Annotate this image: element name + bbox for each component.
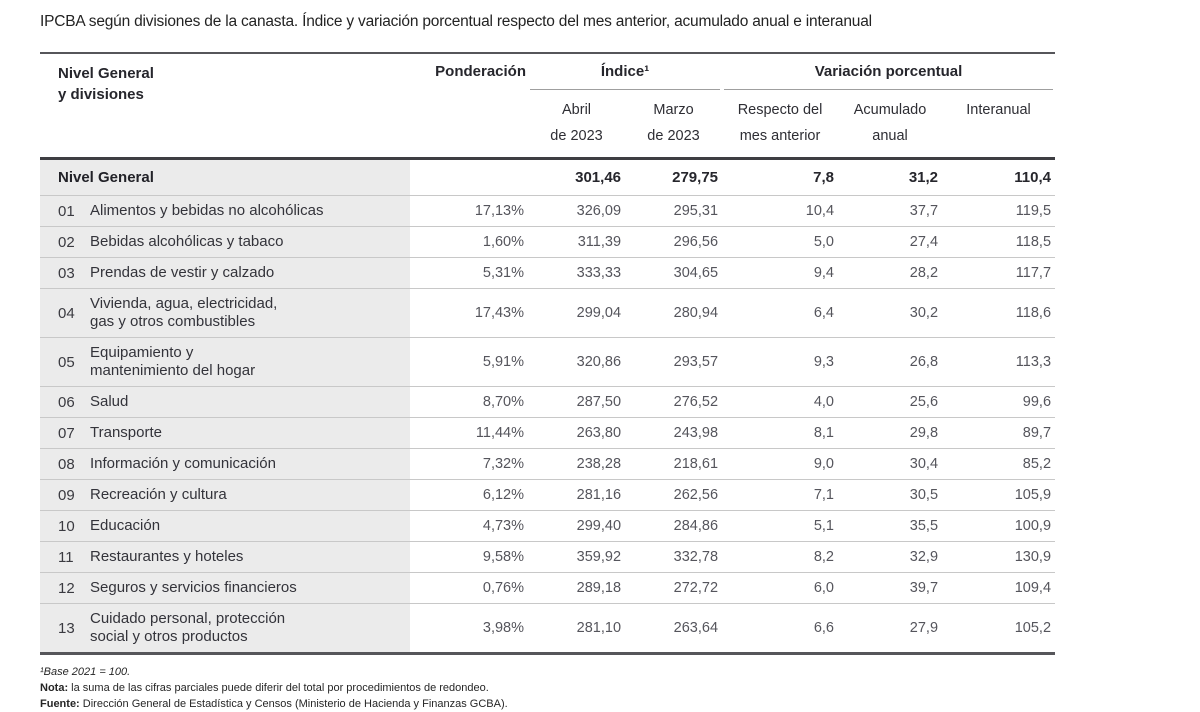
page-title: IPCBA según divisiones de la canasta. Índice y variación porcentual respecto del mes anterior, acumulado anual e interanual [40, 13, 872, 30]
cell-var-acumulado: 30,4 [838, 449, 942, 480]
total-var-interanual: 110,4 [1014, 169, 1052, 186]
cell-ponderacion: 8,70% [410, 387, 528, 418]
cell-indice-marzo: 218,61 [625, 449, 722, 480]
cell-var-acumulado: 29,8 [838, 418, 942, 449]
table-row [40, 480, 1055, 511]
cell-indice-abril: 320,86 [528, 338, 625, 387]
division-code: 10 [40, 511, 90, 542]
table-body [40, 159, 1055, 654]
cell-ponderacion: 9,58% [410, 542, 528, 573]
cell-var-interanual: 105,9 [942, 480, 1055, 511]
cell-var-interanual: 109,4 [942, 573, 1055, 604]
cell-indice-marzo: 243,98 [625, 418, 722, 449]
cell-var-mes-anterior: 8,2 [722, 542, 838, 573]
cell-indice-marzo: 304,65 [625, 258, 722, 289]
header-divisions: Nivel General y divisiones [58, 65, 154, 103]
total-ponderacion [410, 159, 528, 196]
division-code: 04 [40, 289, 90, 338]
cell-var-interanual: 105,2 [942, 604, 1055, 654]
division-name: Transporte [90, 418, 410, 449]
division-name: Salud [90, 387, 410, 418]
division-name: Seguros y servicios financieros [90, 573, 410, 604]
cell-indice-abril: 333,33 [528, 258, 625, 289]
cell-var-interanual: 119,5 [942, 196, 1055, 227]
header-ponderacion: Ponderación [435, 63, 527, 80]
cell-ponderacion: 5,31% [410, 258, 528, 289]
cell-var-mes-anterior: 4,0 [722, 387, 838, 418]
division-name: Información y comunicación [90, 449, 410, 480]
cell-ponderacion: 11,44% [410, 418, 528, 449]
cell-var-acumulado: 26,8 [838, 338, 942, 387]
table-row [40, 573, 1055, 604]
cell-indice-marzo: 332,78 [625, 542, 722, 573]
header-group-indice [528, 53, 722, 90]
division-code: 13 [40, 604, 90, 654]
division-code: 08 [40, 449, 90, 480]
cell-indice-abril: 311,39 [528, 227, 625, 258]
total-var-mes-anterior: 7,8 [813, 169, 835, 186]
division-code: 01 [40, 196, 90, 227]
cell-var-interanual: 118,5 [942, 227, 1055, 258]
total-row-label: Nivel General [40, 159, 410, 196]
division-name: Equipamiento y mantenimiento del hogar [90, 338, 410, 387]
table-row [40, 227, 1055, 258]
cell-ponderacion: 17,13% [410, 196, 528, 227]
footnote-fuente [40, 696, 1055, 712]
division-name: Recreación y cultura [90, 480, 410, 511]
cell-ponderacion: 7,32% [410, 449, 528, 480]
cell-var-mes-anterior: 5,0 [722, 227, 838, 258]
cell-indice-marzo: 276,52 [625, 387, 722, 418]
cell-indice-abril: 238,28 [528, 449, 625, 480]
division-code: 11 [40, 542, 90, 573]
table-row [40, 511, 1055, 542]
cell-ponderacion: 5,91% [410, 338, 528, 387]
cell-var-interanual: 89,7 [942, 418, 1055, 449]
header-abril-2023: Abril de 2023 [550, 102, 603, 144]
cell-indice-marzo: 272,72 [625, 573, 722, 604]
cell-var-interanual: 85,2 [942, 449, 1055, 480]
cell-indice-marzo: 263,64 [625, 604, 722, 654]
cell-var-acumulado: 27,9 [838, 604, 942, 654]
footnote-nota-text: la suma de las cifras parciales puede diferir del total por procedimientos de redondeo. [68, 682, 489, 694]
footnote-fuente-label: Fuente: [40, 698, 80, 710]
cell-var-interanual: 99,6 [942, 387, 1055, 418]
cell-var-interanual: 117,7 [942, 258, 1055, 289]
footnote-base: ¹Base 2021 = 100. [40, 666, 131, 678]
cell-var-acumulado: 35,5 [838, 511, 942, 542]
division-code: 09 [40, 480, 90, 511]
total-var-acumulado: 31,2 [908, 169, 939, 186]
division-name: Vivienda, agua, electricidad, gas y otros combustibles [90, 289, 410, 338]
cell-indice-marzo: 296,56 [625, 227, 722, 258]
header-acumulado-anual: Acumulado anual [853, 102, 927, 144]
division-name: Bebidas alcohólicas y tabaco [90, 227, 410, 258]
header-interanual: Interanual [966, 102, 1031, 118]
division-name: Restaurantes y hoteles [90, 542, 410, 573]
cell-ponderacion: 4,73% [410, 511, 528, 542]
cell-ponderacion: 3,98% [410, 604, 528, 654]
header-marzo-2023: Marzo de 2023 [647, 102, 700, 144]
cell-var-mes-anterior: 9,4 [722, 258, 838, 289]
cell-indice-marzo: 284,86 [625, 511, 722, 542]
ipcba-table [40, 52, 1055, 655]
cell-indice-abril: 263,80 [528, 418, 625, 449]
table-row [40, 449, 1055, 480]
cell-indice-abril: 287,50 [528, 387, 625, 418]
table-row [40, 289, 1055, 338]
table-row [40, 387, 1055, 418]
table-row [40, 604, 1055, 654]
table-row [40, 258, 1055, 289]
cell-indice-marzo: 280,94 [625, 289, 722, 338]
cell-var-mes-anterior: 6,0 [722, 573, 838, 604]
cell-var-interanual: 130,9 [942, 542, 1055, 573]
header-group-row [40, 53, 1055, 90]
cell-indice-abril: 281,10 [528, 604, 625, 654]
footnotes [40, 664, 1055, 712]
header-respecto-mes-anterior: Respecto del mes anterior [737, 102, 823, 144]
cell-var-acumulado: 32,9 [838, 542, 942, 573]
cell-var-acumulado: 37,7 [838, 196, 942, 227]
cell-var-acumulado: 30,2 [838, 289, 942, 338]
cell-var-mes-anterior: 6,6 [722, 604, 838, 654]
footnote-nota [40, 680, 1055, 696]
cell-var-acumulado: 27,4 [838, 227, 942, 258]
cell-var-interanual: 100,9 [942, 511, 1055, 542]
cell-var-acumulado: 28,2 [838, 258, 942, 289]
header-group-variacion [722, 53, 1055, 90]
cell-ponderacion: 17,43% [410, 289, 528, 338]
cell-indice-marzo: 262,56 [625, 480, 722, 511]
cell-var-mes-anterior: 9,3 [722, 338, 838, 387]
footnote-nota-label: Nota: [40, 682, 69, 694]
footnote-fuente-text: Dirección General de Estadística y Censos (Ministerio de Hacienda y Finanzas GCBA). [79, 698, 508, 710]
table-row [40, 542, 1055, 573]
table-header [40, 53, 1055, 159]
total-indice-abril: 301,46 [575, 169, 622, 186]
cell-indice-abril: 326,09 [528, 196, 625, 227]
cell-var-acumulado: 30,5 [838, 480, 942, 511]
division-name: Educación [90, 511, 410, 542]
division-name: Prendas de vestir y calzado [90, 258, 410, 289]
division-code: 05 [40, 338, 90, 387]
division-name: Alimentos y bebidas no alcohólicas [90, 196, 410, 227]
table-row [40, 338, 1055, 387]
cell-var-mes-anterior: 10,4 [722, 196, 838, 227]
cell-ponderacion: 1,60% [410, 227, 528, 258]
total-row [40, 159, 1055, 196]
cell-var-mes-anterior: 6,4 [722, 289, 838, 338]
cell-indice-marzo: 293,57 [625, 338, 722, 387]
cell-indice-abril: 299,40 [528, 511, 625, 542]
cell-indice-abril: 359,92 [528, 542, 625, 573]
division-code: 07 [40, 418, 90, 449]
table-row [40, 418, 1055, 449]
cell-var-mes-anterior: 7,1 [722, 480, 838, 511]
cell-ponderacion: 0,76% [410, 573, 528, 604]
cell-indice-marzo: 295,31 [625, 196, 722, 227]
division-code: 02 [40, 227, 90, 258]
cell-indice-abril: 289,18 [528, 573, 625, 604]
cell-var-mes-anterior: 5,1 [722, 511, 838, 542]
cell-var-interanual: 118,6 [942, 289, 1055, 338]
cell-indice-abril: 281,16 [528, 480, 625, 511]
total-indice-marzo: 279,75 [672, 169, 719, 186]
header-variacion-label: Variación porcentual [724, 61, 1053, 90]
division-code: 06 [40, 387, 90, 418]
header-indice-label: Índice¹ [530, 61, 720, 90]
cell-var-acumulado: 25,6 [838, 387, 942, 418]
table-row [40, 196, 1055, 227]
cell-indice-abril: 299,04 [528, 289, 625, 338]
cell-ponderacion: 6,12% [410, 480, 528, 511]
division-code: 03 [40, 258, 90, 289]
cell-var-acumulado: 39,7 [838, 573, 942, 604]
cell-var-mes-anterior: 9,0 [722, 449, 838, 480]
cell-var-mes-anterior: 8,1 [722, 418, 838, 449]
cell-var-interanual: 113,3 [942, 338, 1055, 387]
division-code: 12 [40, 573, 90, 604]
division-name: Cuidado personal, protección social y otros productos [90, 604, 410, 654]
